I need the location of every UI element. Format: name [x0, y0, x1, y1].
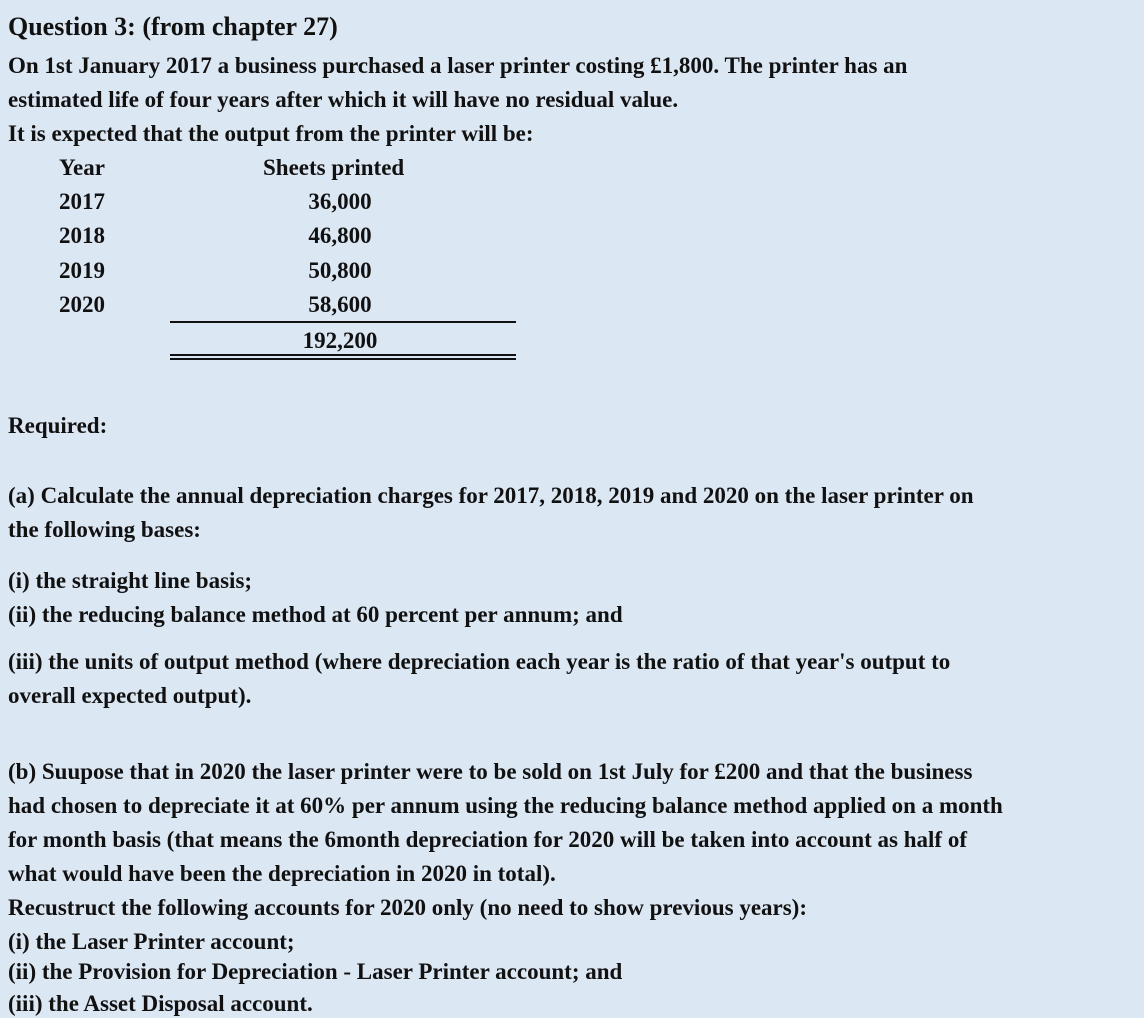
part-b-item-i: (i) the Laser Printer account;: [8, 929, 295, 954]
double-rule-bottom: [170, 358, 516, 360]
part-a-line-1: (a) Calculate the annual depreciation charges for 2017, 2018, 2019 and 2020 on the laser printer on: [8, 483, 974, 508]
subtotal-rule: [170, 321, 516, 323]
part-b-line-2: had chosen to depreciate it at 60% per annum using the reducing balance method applied on a month: [8, 793, 1003, 818]
required-label: Required:: [8, 413, 108, 438]
table-row-year: 2020: [59, 292, 105, 317]
part-a-item-ii: (ii) the reducing balance method at 60 percent per annum; and: [8, 602, 623, 627]
table-row-sheets: 46,800: [308, 223, 372, 248]
part-a-item-i: (i) the straight line basis;: [8, 568, 253, 593]
part-b-line-5: Recustruct the following accounts for 2020 only (no need to show previous years):: [8, 895, 808, 920]
table-header-year: Year: [59, 155, 105, 180]
part-b-line-4: what would have been the depreciation in 2020 in total).: [8, 861, 556, 886]
part-a-item-iii-line-1: (iii) the units of output method (where depreciation each year is the ratio of that year's output to: [8, 649, 951, 674]
part-b-line-3: for month basis (that means the 6month depreciation for 2020 will be taken into account as half of: [8, 827, 967, 852]
table-row-sheets: 36,000: [308, 189, 372, 214]
intro-line-1: On 1st January 2017 a business purchased a laser printer costing £1,800. The printer has an: [8, 53, 908, 78]
part-a-item-iii-line-2: overall expected output).: [8, 683, 252, 708]
part-b-item-iii: (iii) the Asset Disposal account.: [8, 991, 313, 1016]
double-rule-top: [170, 354, 516, 356]
intro-line-3: It is expected that the output from the printer will be:: [8, 121, 534, 146]
intro-line-2: estimated life of four years after which it will have no residual value.: [8, 87, 679, 112]
table-row-year: 2019: [59, 258, 105, 283]
table-total: 192,200: [302, 328, 378, 353]
table-header-sheets: Sheets printed: [263, 155, 405, 180]
part-b-line-1: (b) Suupose that in 2020 the laser printer were to be sold on 1st July for £200 and that the business: [8, 759, 973, 784]
table-row-sheets: 58,600: [308, 292, 372, 317]
table-row-year: 2017: [59, 189, 105, 214]
table-row-year: 2018: [59, 223, 105, 248]
part-b-item-ii: (ii) the Provision for Depreciation - Laser Printer account; and: [8, 959, 623, 984]
question-title: Question 3: (from chapter 27): [8, 12, 338, 41]
table-row-sheets: 50,800: [308, 258, 372, 283]
part-a-line-2: the following bases:: [8, 517, 201, 542]
